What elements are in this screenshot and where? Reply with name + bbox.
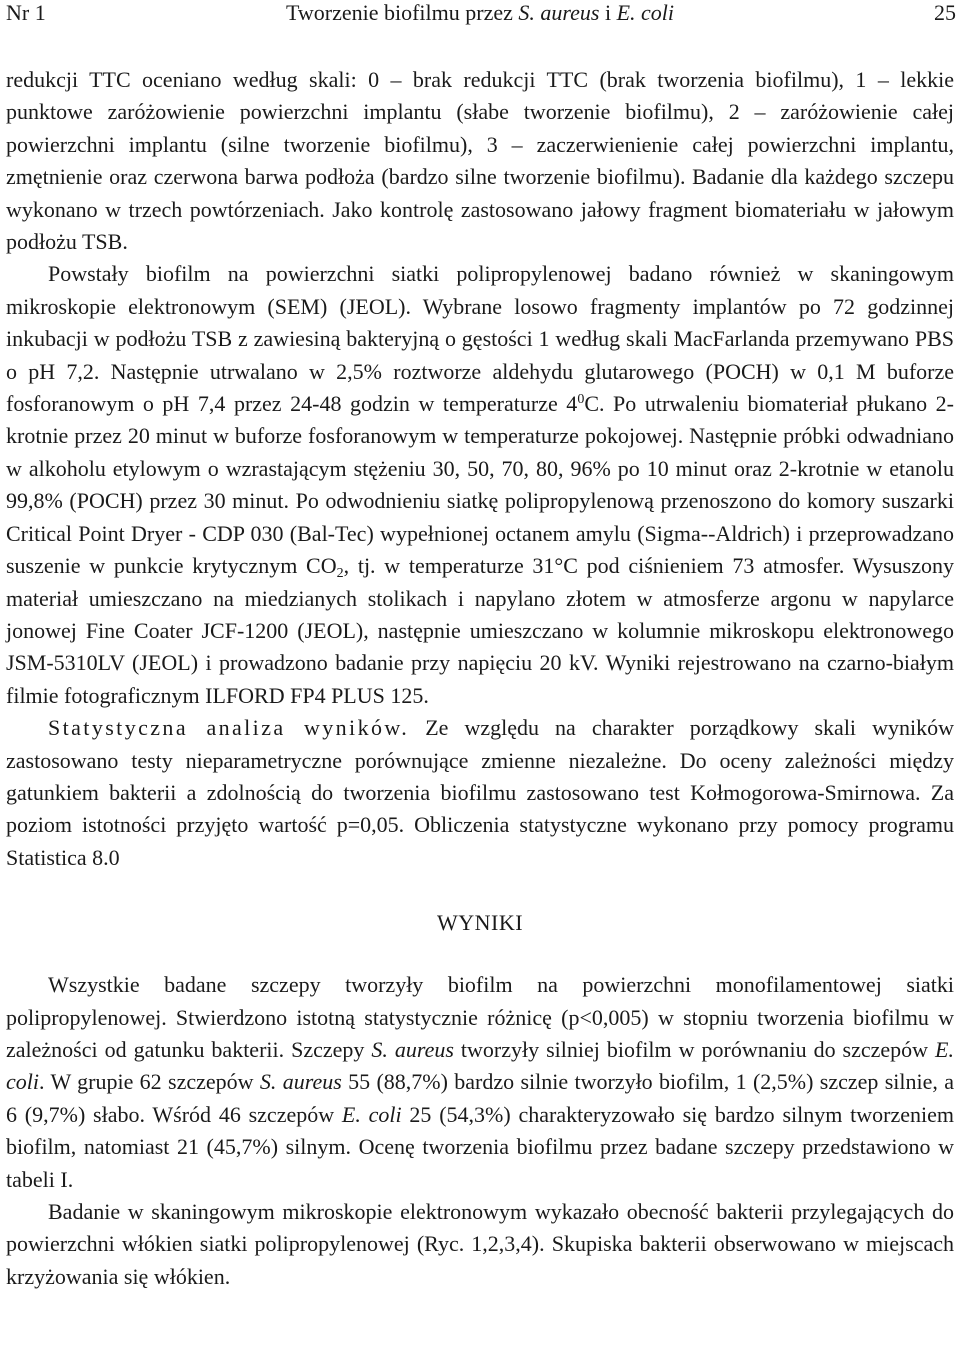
species-name: E. coli [341, 1101, 402, 1127]
paragraph-text: 25 (54,3%) charakteryzowało się bardzo silnym tworzeniem biofilm, natomiast 21 (45,7%) silnym. Ocenę tworzenia biofilmu przez badane szczepy przedstawiono w tabeli I. [6, 1101, 954, 1192]
running-title-species-1: S. aureus [518, 0, 600, 25]
page-header [0, 0, 960, 32]
species-name: S. aureus [259, 1069, 342, 1095]
paragraph-text: Ze względu na charakter porządkowy skali wyników zastosowano testy nieparametryczne porównujące zmienne niezależne. Do oceny zależności między gatunkiem bakterii a zdolnością do tworzenia biofilmu zastosowano test Kołmogorowa-Smirnowa. Za poziom istotności przyjęto wartość p=0,05. Obliczenia statystyczne wykonano przy pomocy programu Statistica 8.0 [6, 715, 954, 870]
paragraph-text: Powstały biofilm na powierzchni siatki polipropylenowej badano również w skaningowym mikroskopie elektronowym (SEM) (JEOL). Wybrane losowo fragmenty implantów po 72 godzinnej inkubacji w podłożu TSB z zawiesiną bakteryjną o gęstości 1 według skali MacFarlanda przemywano PBS o pH 7,2. Następnie utrwalano w 2,5% roztworze aldehydu glutarowego (POCH) w 0,1 M buforze fosforanowym o pH 7,4 przez 24-48 godzin w temperaturze 4 [6, 261, 954, 417]
paragraph-ttc-scale [6, 64, 954, 258]
paragraph-text: Wszystkie badane szczepy tworzyły biofilm na powierzchni monofilamentowej siatki polipropylenowej. Stwierdzono istotną statystycznie różnicę (p<0,005) w stopniu tworzenia biofilmu w zależności od gatunku bakterii. Szczepy [6, 972, 954, 1062]
paragraph-text: 55 (88,7%) bardzo silnie tworzyło biofilm, 1 (2,5%) szczep silnie, a 6 (9,7%) słabo. Wśród 46 szczepów [6, 1069, 954, 1127]
paragraph-text: redukcji TTC oceniano według skali: 0 – brak redukcji TTC (brak tworzenia biofilmu), 1 – lekkie punktowe zaróżowienie powierzchni implantu (słabe tworzenie biofilmu), 2 – zaróżowienie całej powierzchni implantu (silne tworzenie biofilmu), 3 – zaczerwienienie całej powierzchni implantu, zmętnienie oraz czerwona barwa podłoża (bardzo silne tworzenie biofilmu). Badanie dla każdego szczepu wykonano w trzech powtórzeniach. Jako kontrolę zastosowano jałowy fragment biomateriału w jałowym podłożu TSB. [6, 67, 954, 255]
paragraph-text: Badanie w skaningowym mikroskopie elektronowym wykazało obecność bakterii przylegających do powierzchni włókien siatki polipropylenowej (Ryc. 1,2,3,4). Skupiska bakterii obserwowano w miejscach krzyżowania się włókien. [6, 1199, 954, 1289]
species-name: S. aureus [371, 1036, 454, 1062]
paragraph-sem-results [6, 1196, 954, 1293]
paragraph-sem-method [6, 258, 954, 712]
running-title-text: Tworzenie biofilmu przez [285, 0, 519, 25]
section-title-results: WYNIKI [436, 910, 524, 936]
running-title-conjunction: i [599, 0, 617, 25]
page-number: 25 [934, 0, 956, 25]
paragraph-text: tworzyły silniej biofilm w porównaniu do szczepów [453, 1036, 936, 1062]
article-body [6, 64, 954, 1293]
journal-issue: Nr 1 [6, 0, 46, 25]
paragraph-results [6, 969, 954, 1196]
co2-subscript: 2 [336, 566, 344, 582]
paragraph-statistics [6, 712, 954, 874]
statistics-heading: Statystyczna analiza wyników. [48, 715, 410, 741]
running-title [0, 0, 960, 26]
paragraph-text: C. Po utrwaleniu biomateriał płukano 2-krotnie przez 20 minut w buforze fosforanowym w temperaturze pokojowej. Następnie próbki odwadniano w alkoholu etylowym o wzrastającym stężeniu 30, 50, 70, 80, 96% po 10 minut oraz 2-krotnie w etanolu 99,8% (POCH) przez 30 minut. Po odwodnieniu siatkę polipropylenową przenoszono do komory suszarki Critical Point Dryer - CDP 030 (Bal-Tec) wypełnionej octanem amylu (Sigma--Aldrich) i przeprowadzano suszenie w punkcie krytycznym CO [6, 391, 955, 579]
species-name: E. coli [6, 1036, 954, 1095]
paragraph-text: , tj. w temperaturze 31°C pod ciśnieniem 73 atmosfer. Wysuszony materiał umieszczano na miedzianych stolikach i napylano złotem w atmosferze argonu w napylarce jonowej Fine Coater JCF-1200 (JEOL), następnie umieszczano w kolumnie mikroskopu elektronowego JSM-5310LV (JEOL) i prowadzono badanie przy napięciu 20 kV. Wyniki rejestrowano na czarno-białym filmie fotograficznym ILFORD FP4 PLUS 125. [6, 553, 955, 708]
paragraph-text: . W grupie 62 szczepów [39, 1069, 260, 1095]
running-title-species-2: E. coli [616, 0, 675, 25]
degree-superscript: 0 [577, 392, 585, 408]
